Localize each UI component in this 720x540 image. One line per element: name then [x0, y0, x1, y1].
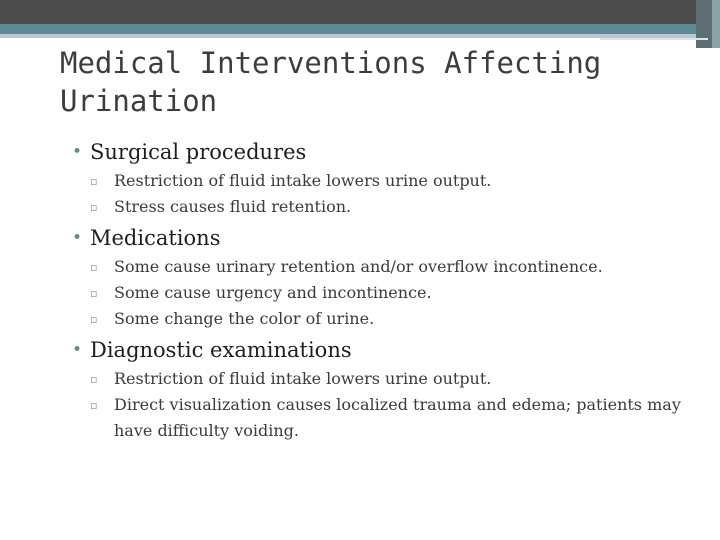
slide-content — [72, 138, 692, 448]
bullet-square-icon: ▫ — [90, 201, 98, 214]
bullet-text: Stress causes fluid retention. — [114, 197, 352, 216]
section-heading: Surgical procedures — [90, 140, 307, 164]
corner-decoration-inner — [712, 0, 720, 48]
bullet-level2 — [90, 254, 692, 280]
bullet-text: Restriction of fluid intake lowers urine output. — [114, 171, 492, 190]
sub-list — [72, 366, 692, 444]
section-medications — [72, 224, 692, 332]
bullet-text: Restriction of fluid intake lowers urine output. — [114, 369, 492, 388]
bullet-text: Direct visualization causes localized trauma and edema; patients may have difficulty voiding. — [114, 395, 681, 440]
section-heading: Medications — [90, 226, 221, 250]
bullet-dot-icon: • — [72, 142, 83, 162]
section-surgical — [72, 138, 692, 220]
top-accent-band — [0, 24, 720, 34]
bullet-square-icon: ▫ — [90, 373, 98, 386]
sub-list — [72, 254, 692, 332]
slide-title: Medical Interventions Affecting Urination — [60, 46, 602, 118]
bullet-square-icon: ▫ — [90, 313, 98, 326]
bullet-square-icon: ▫ — [90, 175, 98, 188]
bullet-text: Some cause urinary retention and/or overflow incontinence. — [114, 257, 603, 276]
bullet-level2 — [90, 306, 692, 332]
sub-list — [72, 168, 692, 220]
bullet-level2 — [90, 366, 692, 392]
bullet-square-icon: ▫ — [90, 399, 98, 412]
bullet-text: Some cause urgency and incontinence. — [114, 283, 432, 302]
bullet-level2 — [90, 168, 692, 194]
top-dark-band — [0, 0, 720, 24]
bullet-dot-icon: • — [72, 340, 83, 360]
bullet-text: Some change the color of urine. — [114, 309, 375, 328]
bullet-level1 — [72, 224, 692, 252]
bullet-square-icon: ▫ — [90, 261, 98, 274]
corner-divider-line — [600, 38, 708, 40]
section-diagnostic — [72, 336, 692, 444]
bullet-level1 — [72, 138, 692, 166]
bullet-square-icon: ▫ — [90, 287, 98, 300]
bullet-level2 — [90, 392, 692, 444]
bullet-dot-icon: • — [72, 228, 83, 248]
bullet-level2 — [90, 280, 692, 306]
bullet-level2 — [90, 194, 692, 220]
bullet-level1 — [72, 336, 692, 364]
section-heading: Diagnostic examinations — [90, 338, 352, 362]
